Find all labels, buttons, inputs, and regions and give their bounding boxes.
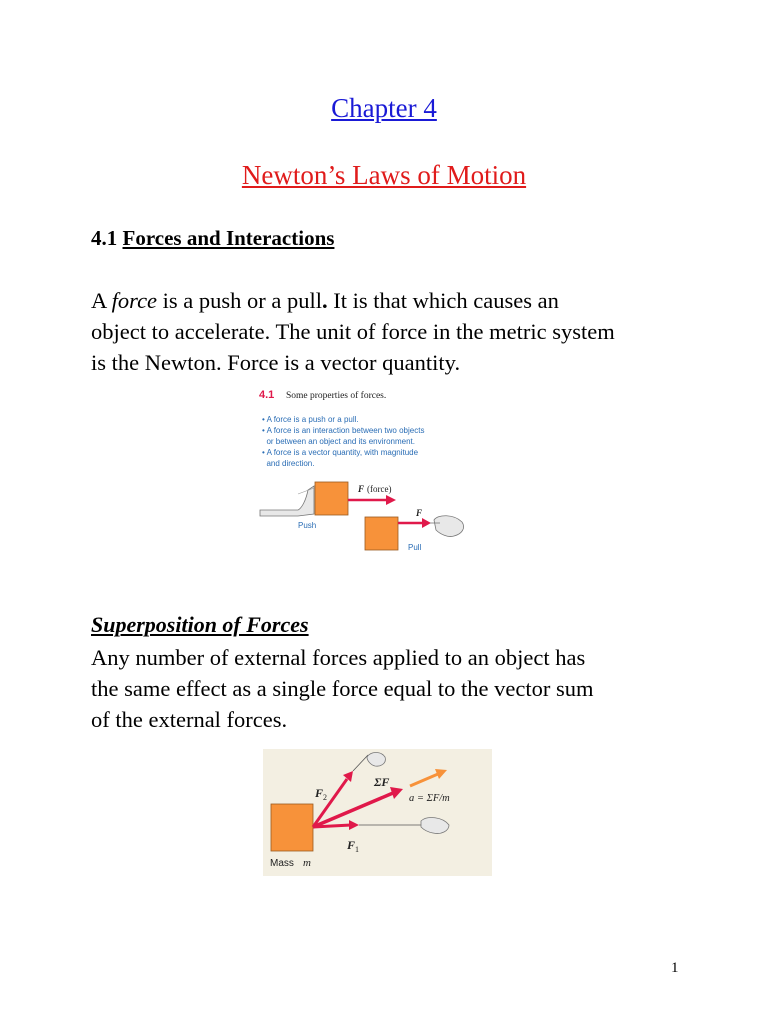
chapter-title: Newton’s Laws of Motion — [241, 160, 527, 190]
pull-hand-icon — [430, 516, 464, 537]
mass-variable: m — [303, 857, 311, 869]
f2-label: F — [315, 786, 324, 800]
f2-subscript: 2 — [323, 793, 327, 802]
acceleration-label: a = ΣF/m — [409, 793, 450, 804]
pull-box — [365, 517, 398, 550]
chapter-heading: Chapter 4 — [331, 93, 437, 123]
push-hand-icon — [260, 486, 314, 516]
pull-vector-label: F — [416, 508, 423, 518]
section-heading — [91, 226, 334, 251]
figure-bullet: • A force is a vector quantity, with magnitude — [262, 448, 419, 457]
section-title: Forces and Interactions — [122, 226, 335, 250]
bold-period: . — [322, 288, 328, 313]
paragraph-line — [91, 285, 721, 316]
f1-arrow — [313, 825, 351, 827]
mass-label: Mass — [270, 858, 294, 869]
force-vector-label: F — [358, 484, 365, 494]
figure-bullet: and direction. — [262, 459, 315, 468]
text-run: is a push or a pull — [157, 288, 323, 313]
force-label: (force) — [367, 484, 392, 494]
force-definition-paragraph — [91, 285, 721, 378]
subsection-heading: Superposition of Forces — [91, 612, 309, 637]
push-box — [315, 482, 348, 515]
paragraph-line: is the Newton. Force is a vector quantity. — [91, 350, 461, 375]
text-run: A — [91, 288, 112, 313]
paragraph-line: the same effect as a single force equal to the vector sum — [91, 676, 594, 701]
section-number: 4.1 — [91, 226, 118, 250]
figure-number: 4.1 — [259, 389, 275, 401]
figure-bullet: or between an object and its environment. — [262, 437, 415, 446]
f1-label: F — [347, 838, 356, 852]
paragraph-line: object to accelerate. The unit of force in the metric system — [91, 319, 615, 344]
pull-label: Pull — [408, 543, 422, 552]
figure-caption: Some properties of forces. — [286, 391, 387, 401]
arrow-head-icon — [422, 518, 431, 528]
term-force: force — [111, 288, 158, 313]
push-label: Push — [298, 521, 317, 530]
figure-bullet: • A force is an interaction between two objects — [262, 426, 425, 435]
f1-subscript: 1 — [355, 845, 359, 854]
superposition-paragraph — [91, 642, 721, 735]
page-number: 1 — [671, 960, 679, 976]
text-run: It is that which causes an — [327, 288, 559, 313]
paragraph-line: Any number of external forces applied to an object has — [91, 645, 586, 670]
paragraph-line: of the external forces. — [91, 707, 288, 732]
figure-superposition — [263, 749, 492, 876]
sum-label: ΣF — [374, 775, 390, 789]
figure-force-properties — [258, 382, 474, 570]
arrow-head-icon — [386, 495, 396, 505]
mass-box — [271, 804, 313, 851]
figure-bullet: • A force is a push or a pull. — [262, 415, 359, 424]
